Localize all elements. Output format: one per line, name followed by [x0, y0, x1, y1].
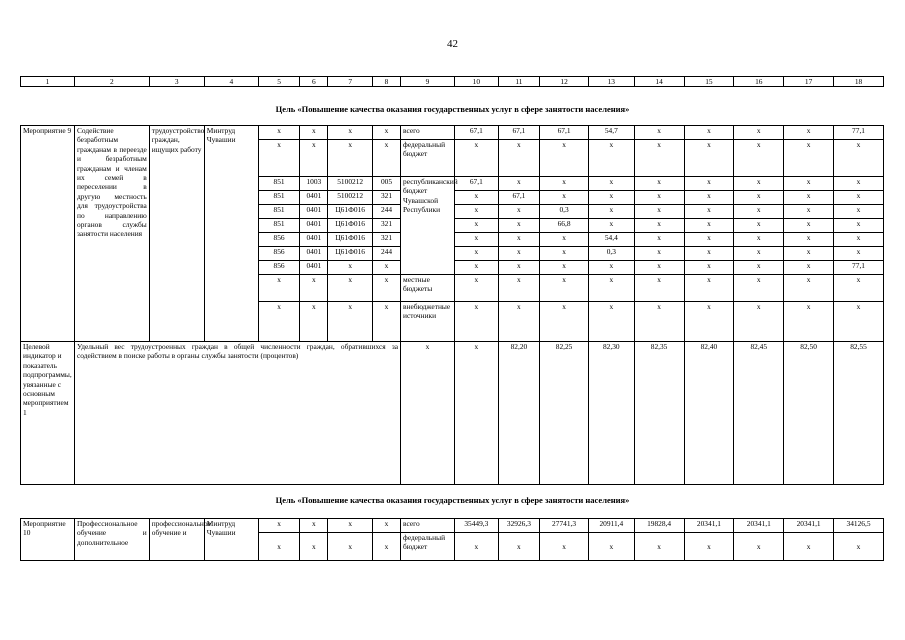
- page-number: 42: [447, 38, 458, 50]
- column-number-header: [20, 76, 884, 87]
- funding-value-cell: x: [588, 205, 634, 219]
- column-number-cell: 10: [455, 77, 499, 87]
- funding-value-cell: x: [734, 261, 784, 275]
- funding-value-cell: x: [834, 302, 884, 342]
- measure-target: трудоустройство граждан, ищущих работу: [149, 126, 204, 342]
- funding-source: всего: [401, 519, 455, 533]
- column-number-cell: 14: [634, 77, 684, 87]
- measure-executor: Минтруд Чувашии: [204, 519, 258, 561]
- funding-value-cell: x: [588, 177, 634, 191]
- funding-value-cell: x: [834, 219, 884, 233]
- funding-value-cell: x: [455, 247, 499, 261]
- funding-value-cell: x: [540, 261, 589, 275]
- funding-value-cell: x: [784, 191, 834, 205]
- budget-code-cell: 321: [373, 233, 401, 247]
- budget-code-cell: x: [373, 519, 401, 533]
- budget-code-cell: x: [300, 302, 328, 342]
- funding-value-cell: x: [588, 261, 634, 275]
- funding-value-cell: x: [634, 219, 684, 233]
- funding-value-cell: x: [588, 275, 634, 302]
- indicator-value-cell: 82,40: [684, 342, 734, 485]
- column-number-cell: 5: [258, 77, 300, 87]
- funding-value-cell: x: [684, 247, 734, 261]
- funding-value-cell: x: [834, 205, 884, 219]
- funding-value-cell: x: [455, 533, 499, 561]
- funding-value-cell: x: [834, 247, 884, 261]
- budget-code-cell: 005: [373, 177, 401, 191]
- budget-code-cell: x: [373, 126, 401, 140]
- funding-value-cell: x: [784, 140, 834, 177]
- funding-value-cell: x: [498, 219, 540, 233]
- funding-value-cell: x: [540, 140, 589, 177]
- funding-value-cell: x: [540, 533, 589, 561]
- measure-description: Профессиональное обучение и дополнительное: [75, 519, 150, 561]
- budget-code-cell: 0401: [300, 261, 328, 275]
- funding-value-cell: x: [684, 302, 734, 342]
- funding-value-cell: 66,8: [540, 219, 589, 233]
- indicator-value-cell: 82,50: [784, 342, 834, 485]
- budget-code-cell: 5100212: [328, 191, 373, 205]
- funding-value-cell: 27741,3: [540, 519, 589, 533]
- column-number-cell: 2: [75, 77, 150, 87]
- budget-code-cell: x: [258, 302, 300, 342]
- funding-value-cell: x: [784, 205, 834, 219]
- funding-value-cell: x: [498, 261, 540, 275]
- budget-code-cell: x: [258, 140, 300, 177]
- funding-value-cell: x: [634, 302, 684, 342]
- budget-code-cell: x: [300, 533, 328, 561]
- budget-code-cell: x: [373, 533, 401, 561]
- budget-code-cell: Ц61Ф016: [328, 205, 373, 219]
- funding-value-cell: x: [540, 247, 589, 261]
- funding-value-cell: x: [734, 302, 784, 342]
- funding-source-local: местные бюджеты: [401, 275, 455, 302]
- funding-value-cell: x: [540, 177, 589, 191]
- column-number-cell: 4: [204, 77, 258, 87]
- funding-value-cell: x: [498, 533, 540, 561]
- funding-value-cell: x: [540, 191, 589, 205]
- funding-value-cell: 67,1: [540, 126, 589, 140]
- indicator-label: Целевой индикатор и показатель подпрограммы, увязанные с основным мероприятием 1: [21, 342, 75, 485]
- funding-value-cell: x: [734, 126, 784, 140]
- funding-value-cell: x: [588, 140, 634, 177]
- funding-value-cell: x: [498, 302, 540, 342]
- funding-value-cell: x: [834, 233, 884, 247]
- funding-value-cell: x: [634, 140, 684, 177]
- goal-heading: Цель «Повышение качества оказания государственных услуг в сфере занятости населения»: [275, 104, 630, 114]
- budget-code-cell: x: [328, 261, 373, 275]
- funding-source-offbudget: внебюджетные источники: [401, 302, 455, 342]
- funding-value-cell: 54,7: [588, 126, 634, 140]
- budget-code-cell: 0401: [300, 191, 328, 205]
- funding-value-cell: x: [784, 261, 834, 275]
- indicator-value-cell: x: [455, 342, 499, 485]
- funding-value-cell: x: [784, 233, 834, 247]
- budget-code-cell: x: [373, 275, 401, 302]
- indicator-value-cell: 82,55: [834, 342, 884, 485]
- budget-code-cell: x: [258, 275, 300, 302]
- column-number-cell: 9: [401, 77, 455, 87]
- column-number-cell: 18: [834, 77, 884, 87]
- budget-code-cell: Ц61Ф016: [328, 233, 373, 247]
- measure-description: Содействие безработным гражданам в переезде и безработным гражданам и членам их семей в переселении в другую местность для трудоустройства по направлению органов службы занятости населения: [75, 126, 150, 342]
- budget-code-cell: x: [258, 519, 300, 533]
- funding-value-cell: x: [784, 302, 834, 342]
- funding-value-cell: x: [684, 140, 734, 177]
- funding-source: федеральный бюджет: [401, 533, 455, 561]
- funding-value-cell: 77,1: [834, 126, 884, 140]
- funding-value-cell: x: [455, 302, 499, 342]
- indicator-value-cell: 82,30: [588, 342, 634, 485]
- budget-code-cell: Ц61Ф016: [328, 219, 373, 233]
- column-number-cell: 17: [784, 77, 834, 87]
- budget-code-cell: x: [300, 140, 328, 177]
- budget-code-cell: x: [373, 261, 401, 275]
- funding-value-cell: x: [684, 275, 734, 302]
- column-number-cell: 15: [684, 77, 734, 87]
- funding-source-republic: республиканский бюджет Чувашской Республики: [401, 177, 455, 275]
- indicator-source-cell: x: [401, 342, 455, 485]
- funding-value-cell: 20341,1: [784, 519, 834, 533]
- column-number-cell: 8: [373, 77, 401, 87]
- funding-value-cell: x: [734, 140, 784, 177]
- budget-code-cell: 856: [258, 261, 300, 275]
- measure-target: профессиональное обучение и: [149, 519, 204, 561]
- funding-value-cell: x: [455, 275, 499, 302]
- funding-value-cell: 67,1: [498, 191, 540, 205]
- funding-value-cell: x: [734, 205, 784, 219]
- funding-value-cell: 20911,4: [588, 519, 634, 533]
- budget-code-cell: x: [300, 126, 328, 140]
- funding-value-cell: 67,1: [455, 126, 499, 140]
- budget-code-cell: x: [328, 140, 373, 177]
- funding-value-cell: x: [588, 191, 634, 205]
- funding-value-cell: x: [455, 233, 499, 247]
- budget-code-cell: 321: [373, 219, 401, 233]
- budget-code-cell: 851: [258, 177, 300, 191]
- funding-value-cell: x: [455, 219, 499, 233]
- indicator-value-cell: 82,45: [734, 342, 784, 485]
- funding-value-cell: x: [455, 261, 499, 275]
- measure-name: Мероприятие 10: [21, 519, 75, 561]
- funding-value-cell: x: [734, 275, 784, 302]
- budget-code-cell: x: [328, 275, 373, 302]
- funding-value-cell: x: [498, 140, 540, 177]
- funding-value-cell: x: [684, 205, 734, 219]
- budget-code-cell: x: [258, 126, 300, 140]
- measure-executor: Минтруд Чувашии: [204, 126, 258, 342]
- budget-code-cell: x: [328, 126, 373, 140]
- indicator-row: [21, 342, 884, 485]
- measure-9-row: [21, 126, 884, 140]
- funding-value-cell: x: [834, 275, 884, 302]
- column-number-cell: 3: [149, 77, 204, 87]
- budget-code-cell: x: [258, 533, 300, 561]
- budget-code-cell: 244: [373, 205, 401, 219]
- budget-code-cell: Ц61Ф016: [328, 247, 373, 261]
- funding-value-cell: 0,3: [540, 205, 589, 219]
- funding-value-cell: x: [834, 533, 884, 561]
- funding-value-cell: 20341,1: [734, 519, 784, 533]
- budget-code-cell: 5100212: [328, 177, 373, 191]
- funding-value-cell: x: [634, 126, 684, 140]
- column-number-cell: 12: [540, 77, 589, 87]
- funding-value-cell: x: [834, 191, 884, 205]
- budget-code-cell: x: [328, 302, 373, 342]
- budget-code-cell: 1003: [300, 177, 328, 191]
- column-number-cell: 1: [21, 77, 75, 87]
- budget-code-cell: x: [300, 519, 328, 533]
- funding-value-cell: x: [634, 177, 684, 191]
- funding-value-cell: x: [498, 233, 540, 247]
- measure-name: Мероприятие 9: [21, 126, 75, 342]
- funding-value-cell: x: [498, 177, 540, 191]
- indicator-value-cell: 82,25: [540, 342, 589, 485]
- funding-value-cell: x: [455, 191, 499, 205]
- budget-code-cell: 851: [258, 205, 300, 219]
- funding-value-cell: x: [498, 275, 540, 302]
- measure-10-row: [21, 519, 884, 533]
- funding-value-cell: x: [784, 177, 834, 191]
- budget-code-cell: 0401: [300, 219, 328, 233]
- funding-value-cell: x: [784, 247, 834, 261]
- funding-value-cell: x: [684, 261, 734, 275]
- column-number-cell: 11: [498, 77, 540, 87]
- funding-value-cell: x: [684, 533, 734, 561]
- funding-value-cell: x: [455, 205, 499, 219]
- column-number-cell: 7: [328, 77, 373, 87]
- funding-value-cell: 34126,5: [834, 519, 884, 533]
- column-numbers-row: [21, 77, 884, 87]
- budget-code-cell: x: [373, 140, 401, 177]
- funding-value-cell: x: [588, 219, 634, 233]
- funding-value-cell: 54,4: [588, 233, 634, 247]
- funding-value-cell: x: [540, 275, 589, 302]
- funding-value-cell: x: [784, 126, 834, 140]
- budget-code-cell: x: [328, 533, 373, 561]
- budget-code-cell: 856: [258, 247, 300, 261]
- column-number-cell: 13: [588, 77, 634, 87]
- budget-code-cell: x: [373, 302, 401, 342]
- measure-10-table: [20, 518, 884, 561]
- budget-code-cell: x: [328, 519, 373, 533]
- funding-value-cell: 35449,3: [455, 519, 499, 533]
- funding-value-cell: 0,3: [588, 247, 634, 261]
- funding-value-cell: x: [784, 219, 834, 233]
- funding-value-cell: x: [634, 261, 684, 275]
- funding-value-cell: x: [834, 177, 884, 191]
- funding-source-federal: федеральный бюджет: [401, 140, 455, 177]
- indicator-text: Удельный вес трудоустроенных граждан в общей численности граждан, обратившихся за содействием в поиске работы в органы службы занятости (процентов): [75, 342, 401, 485]
- budget-code-cell: 0401: [300, 247, 328, 261]
- funding-value-cell: x: [498, 205, 540, 219]
- funding-value-cell: 20341,1: [684, 519, 734, 533]
- funding-value-cell: x: [734, 533, 784, 561]
- funding-value-cell: x: [734, 177, 784, 191]
- budget-code-cell: 856: [258, 233, 300, 247]
- funding-value-cell: x: [540, 302, 589, 342]
- goal-heading-2: Цель «Повышение качества оказания государственных услуг в сфере занятости населения»: [275, 495, 630, 505]
- budget-code-cell: 244: [373, 247, 401, 261]
- funding-value-cell: x: [684, 233, 734, 247]
- funding-value-cell: x: [455, 140, 499, 177]
- funding-value-cell: x: [634, 191, 684, 205]
- funding-value-cell: x: [734, 233, 784, 247]
- column-number-cell: 6: [300, 77, 328, 87]
- funding-value-cell: x: [634, 205, 684, 219]
- funding-source-total: всего: [401, 126, 455, 140]
- funding-value-cell: x: [634, 275, 684, 302]
- funding-value-cell: x: [588, 302, 634, 342]
- budget-code-cell: 0401: [300, 205, 328, 219]
- funding-value-cell: x: [684, 177, 734, 191]
- budget-code-cell: x: [300, 275, 328, 302]
- funding-value-cell: x: [634, 533, 684, 561]
- column-number-cell: 16: [734, 77, 784, 87]
- indicator-value-cell: 82,35: [634, 342, 684, 485]
- funding-value-cell: x: [834, 140, 884, 177]
- funding-value-cell: 19828,4: [634, 519, 684, 533]
- funding-value-cell: x: [684, 191, 734, 205]
- funding-value-cell: x: [734, 247, 784, 261]
- funding-value-cell: x: [588, 533, 634, 561]
- funding-value-cell: x: [684, 219, 734, 233]
- funding-value-cell: x: [540, 233, 589, 247]
- funding-value-cell: 67,1: [455, 177, 499, 191]
- measure-9-table: [20, 125, 884, 485]
- indicator-value-cell: 82,20: [498, 342, 540, 485]
- budget-code-cell: 851: [258, 219, 300, 233]
- funding-value-cell: x: [498, 247, 540, 261]
- funding-value-cell: 77,1: [834, 261, 884, 275]
- budget-code-cell: 851: [258, 191, 300, 205]
- funding-value-cell: x: [634, 233, 684, 247]
- budget-code-cell: 0401: [300, 233, 328, 247]
- funding-value-cell: x: [784, 533, 834, 561]
- funding-value-cell: x: [784, 275, 834, 302]
- budget-code-cell: 321: [373, 191, 401, 205]
- funding-value-cell: x: [734, 219, 784, 233]
- funding-value-cell: 32926,3: [498, 519, 540, 533]
- funding-value-cell: 67,1: [498, 126, 540, 140]
- funding-value-cell: x: [684, 126, 734, 140]
- funding-value-cell: x: [634, 247, 684, 261]
- funding-value-cell: x: [734, 191, 784, 205]
